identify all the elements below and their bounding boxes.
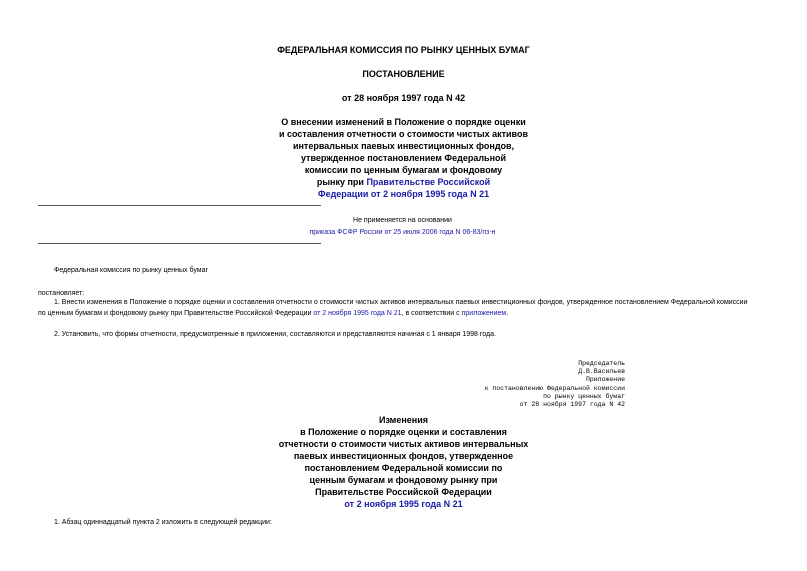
document-date-number: от 28 ноября 1997 года N 42 bbox=[341, 93, 466, 103]
appendix-title-line: Правительстве Российской Федерации bbox=[315, 487, 492, 497]
document-type: ПОСТАНОВЛЕНИЕ bbox=[362, 69, 445, 79]
item-1-text: . bbox=[506, 310, 509, 317]
notice-order-link[interactable]: приказа ФСФР России от 25 июля 2006 года N 06-83/пз-н bbox=[309, 229, 496, 236]
signature-line: Председатель bbox=[578, 360, 625, 367]
resolution-date-link[interactable]: от 2 ноября 1995 года N 21 bbox=[313, 310, 402, 317]
appendix-title-line: отчетности о стоимости чистых активов интервальных bbox=[278, 439, 529, 449]
signature-line: к постановлению Федеральной комиссии bbox=[484, 384, 625, 392]
appendix-title-line: в Положение о порядке оценки и составления bbox=[300, 427, 507, 437]
title-line: комиссии по ценным бумагам и фондовому bbox=[304, 165, 503, 175]
signature-line: Приложение bbox=[585, 376, 625, 384]
item-1-line-2 bbox=[38, 309, 508, 319]
divider-top bbox=[38, 205, 321, 206]
item-1-line-1: 1. Внести изменения в Положение о порядке оценки и составления отчетности о стоимости чистых активов интервальных паевых инвестиционных фондов, утвержденное постановлением Федеральной комиссии bbox=[54, 299, 748, 306]
signature-line: от 28 ноября 1997 года N 42 bbox=[519, 401, 625, 409]
title-resolution-link[interactable]: Федерации от 2 ноября 1995 года N 21 bbox=[317, 189, 490, 199]
title-text: рынку при bbox=[316, 177, 367, 187]
title-line: О внесении изменений в Положение о порядке оценки bbox=[281, 117, 526, 127]
appendix-resolution-link[interactable]: от 2 ноября 1995 года N 21 bbox=[344, 499, 463, 509]
item-1-text: по ценным бумагам и фондовому рынку при Правительстве Российской Федерации bbox=[38, 310, 314, 317]
signature-line: по рынку ценных бумаг bbox=[543, 392, 625, 400]
item-2: 2. Установить, что формы отчетности, предусмотренные в приложении, составляются и представляются начиная с 1 января 1998 года. bbox=[54, 331, 496, 338]
appendix-title-line: ценным бумагам и фондовому рынку при bbox=[309, 475, 498, 485]
divider-bottom bbox=[38, 243, 321, 244]
title-line: и составления отчетности о стоимости чистых активов bbox=[279, 129, 528, 139]
notice-text: Не применяется на основании bbox=[353, 217, 452, 224]
appendix-title-line: постановлением Федеральной комиссии по bbox=[304, 463, 503, 473]
appendix-item-1: 1. Абзац одиннадцатый пункта 2 изложить в следующей редакции: bbox=[54, 519, 272, 526]
commission-name: ФЕДЕРАЛЬНАЯ КОМИССИЯ ПО РЫНКУ ЦЕННЫХ БУМАГ bbox=[277, 45, 530, 55]
appendix-title-line: Изменения bbox=[378, 415, 429, 425]
signature-block bbox=[420, 360, 625, 409]
title-line: интервальных паевых инвестиционных фондов, bbox=[292, 141, 515, 151]
item-1-text: , в соответствии с bbox=[401, 310, 462, 317]
appendix-link[interactable]: приложением bbox=[461, 310, 507, 317]
signature-line: Д.В.Васильев bbox=[578, 368, 625, 376]
resolved-text: постановляет: bbox=[38, 290, 85, 297]
issuer-text: Федеральная комиссия по рынку ценных бумаг bbox=[54, 267, 209, 274]
title-government-link[interactable]: Правительстве Российской bbox=[366, 177, 491, 187]
title-line: утвержденное постановлением Федеральной bbox=[300, 153, 507, 163]
appendix-title-line: паевых инвестиционных фондов, утвержденное bbox=[293, 451, 514, 461]
title-line bbox=[0, 176, 807, 188]
